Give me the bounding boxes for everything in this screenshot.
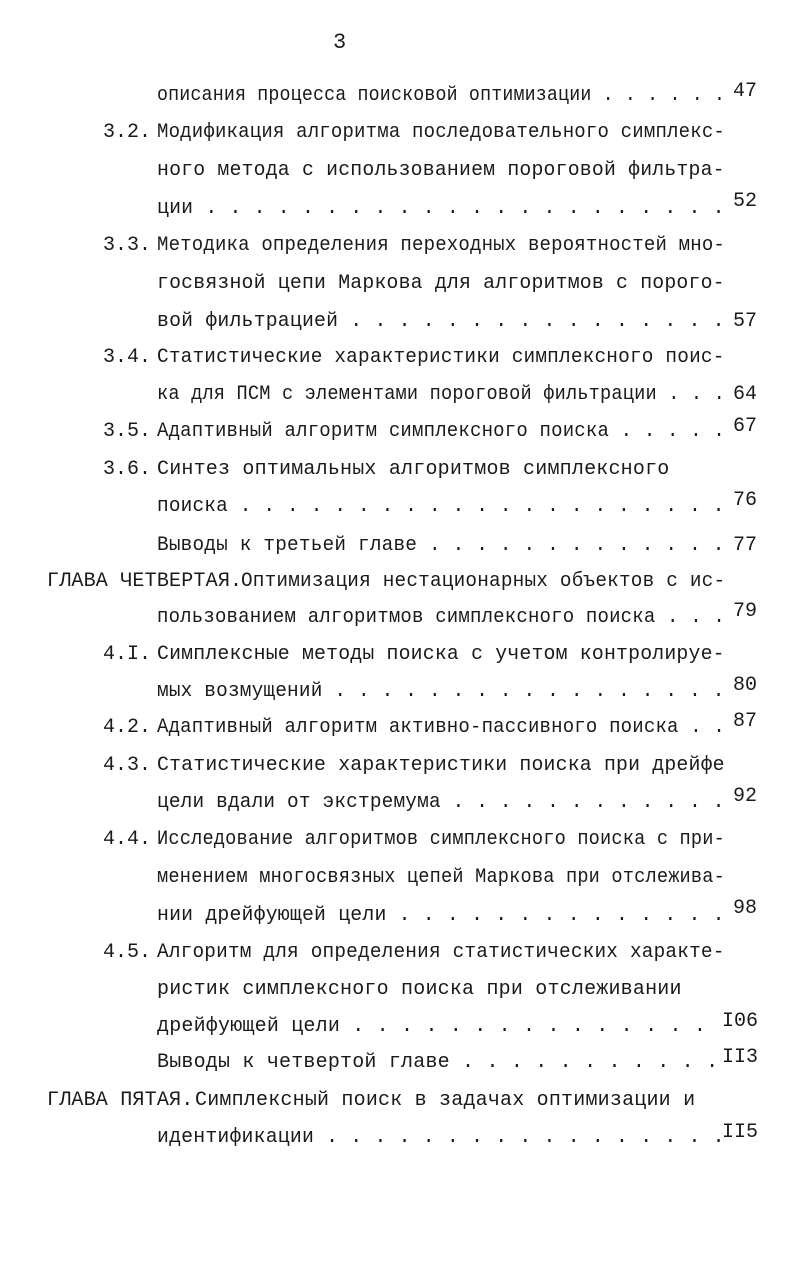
toc-line: Модификация алгоритма последовательного симплекс-: [157, 121, 726, 144]
toc-page-number: 76: [733, 489, 758, 512]
toc-page-number: 52: [733, 190, 758, 213]
toc-page-number: 87: [733, 710, 758, 733]
toc-line: Статистические характеристики поиска при дрейфе: [157, 754, 725, 777]
toc-line: ка для ПСМ с элементами пороговой фильтрации . . .: [157, 383, 726, 406]
section-number: 3.5.: [103, 420, 152, 443]
toc-line: Выводы к четвертой главе . . . . . . . . . . .: [157, 1051, 719, 1074]
page-number: 3: [333, 30, 347, 55]
toc-line: пользованием алгоритмов симплексного поиска . . .: [157, 606, 726, 629]
toc-line: Симплексные методы поиска с учетом контролируе-: [157, 643, 725, 666]
chapter-label: ГЛАВА ПЯТАЯ.: [47, 1089, 194, 1112]
toc-page-number: 57: [733, 310, 758, 333]
toc-line: менением многосвязных цепей Маркова при отслежива-: [157, 866, 726, 889]
section-number: 4.4.: [103, 828, 152, 851]
section-number: 4.I.: [103, 643, 152, 666]
toc-line: Симплексный поиск в задачах оптимизации и: [195, 1089, 696, 1112]
section-number: 4.5.: [103, 941, 152, 964]
toc-line: цели вдали от экстремума . . . . . . . . . . . .: [157, 791, 725, 814]
toc-line: Статистические характеристики симплексного поис-: [157, 346, 725, 369]
section-number: 3.6.: [103, 458, 152, 481]
section-number: 3.3.: [103, 234, 152, 257]
toc-page-number: 64: [733, 383, 758, 406]
toc-line: Методика определения переходных вероятностей мно-: [157, 234, 726, 257]
toc-line: ного метода с использованием пороговой фильтра-: [157, 159, 725, 182]
toc-line: Адаптивный алгоритм активно-пассивного поиска . .: [157, 716, 726, 739]
chapter-label: ГЛАВА ЧЕТВЕРТАЯ.: [47, 570, 243, 593]
toc-page-number: 92: [733, 785, 758, 808]
toc-line: Выводы к третьей главе . . . . . . . . . . . . .: [157, 534, 725, 557]
toc-line: нии дрейфующей цели . . . . . . . . . . . . . .: [157, 904, 725, 927]
toc-page-number: I06: [722, 1010, 759, 1033]
toc-page-number: 80: [733, 674, 758, 697]
toc-page-number: 79: [733, 600, 758, 623]
toc-line: Исследование алгоритмов симплексного поиска с при-: [157, 828, 726, 851]
toc-line: Оптимизация нестационарных объектов с ис-: [241, 570, 726, 593]
toc-line: ристик симплексного поиска при отслеживании: [157, 978, 682, 1001]
toc-line: Алгоритм для определения статистических характе-: [157, 941, 725, 964]
toc-page-number: 77: [733, 534, 758, 557]
toc-line: поиска . . . . . . . . . . . . . . . . . . . . .: [157, 495, 725, 518]
toc-page-number: 67: [733, 415, 758, 438]
section-number: 3.2.: [103, 121, 152, 144]
toc-line: ции . . . . . . . . . . . . . . . . . . . . . .: [157, 197, 725, 220]
toc-page-number: II5: [722, 1121, 759, 1144]
toc-line: идентификации . . . . . . . . . . . . . . . . .: [157, 1126, 725, 1149]
section-number: 4.2.: [103, 716, 152, 739]
section-number: 4.3.: [103, 754, 152, 777]
toc-line: Синтез оптимальных алгоритмов симплексного: [157, 458, 670, 481]
toc-line: госвязной цепи Маркова для алгоритмов с порого-: [157, 272, 725, 295]
toc-page-number: 47: [733, 80, 758, 103]
toc-line: вой фильтрацией . . . . . . . . . . . . . . . .: [157, 310, 725, 333]
toc-page-number: 98: [733, 897, 758, 920]
toc-page-number: II3: [722, 1046, 759, 1069]
section-number: 3.4.: [103, 346, 152, 369]
toc-line: мых возмущений . . . . . . . . . . . . . . . . .: [157, 680, 725, 703]
toc-line: дрейфующей цели . . . . . . . . . . . . . . .: [157, 1015, 707, 1038]
toc-line: описания процесса поисковой оптимизации . . . . . .: [157, 84, 726, 107]
toc-line: Адаптивный алгоритм симплексного поиска . . . . .: [157, 420, 726, 443]
